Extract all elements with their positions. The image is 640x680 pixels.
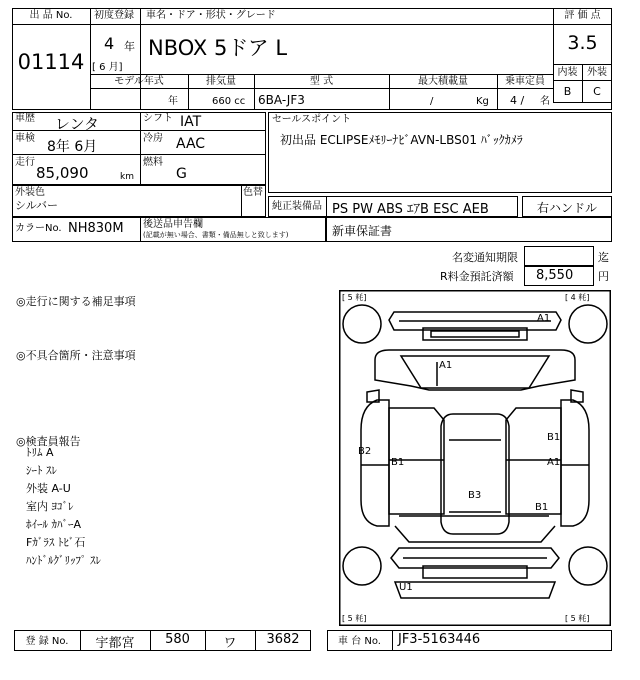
ext-color: シルバー (15, 199, 58, 212)
aftermarket-note: (記載が無い場合、書類・備品無しと致します) (143, 231, 289, 239)
lot-no-label: 出 品 No. (29, 10, 73, 21)
warranty: 新車保証書 (332, 224, 393, 238)
vehicle-name: NBOX 5ドア L (148, 36, 288, 60)
inspector-line: 室内 ﾖｺﾞﾚ (26, 500, 74, 513)
inspector-line: ﾎｲｰﾙ ｶﾊﾞｰA (26, 518, 82, 531)
fuel: G (176, 166, 187, 182)
color-no-label: カラーNo. (15, 223, 62, 234)
chassis: JF3-5163446 (398, 632, 481, 647)
history-label: 車歴 (15, 113, 35, 124)
max-load-label: 最大積載量 (418, 76, 468, 87)
recycle-value: 8,550 (536, 268, 574, 283)
model-code-label: 型 式 (309, 76, 334, 87)
first-reg-label: 初度登録 (94, 10, 134, 21)
mark-roof: B3 (468, 490, 482, 501)
max-load-unit: Kg (476, 96, 489, 107)
color-change-label: 色替 (243, 187, 263, 198)
capacity: 4 / (510, 94, 525, 107)
inspection: 8年 6月 (47, 139, 98, 155)
interior-label: 内装 (557, 67, 578, 78)
equipment-label: 純正装備品 (272, 201, 322, 212)
first-reg-month: [ 6 月] (92, 62, 123, 73)
mark-right-front-door: B1 (547, 432, 561, 443)
sales-point-label: セールスポイント (272, 114, 352, 125)
displacement-label: 排気量 (206, 76, 236, 87)
defect-notes: ◎不具合箇所・注意事項 (16, 349, 136, 362)
mileage-label: 走行 (15, 157, 35, 168)
reg-label: 登 録 No. (25, 636, 69, 647)
first-reg-year: 4 (104, 34, 115, 53)
recycle-label: R料金預託済額 (440, 270, 514, 283)
max-load-value: / (430, 96, 434, 107)
history: レンタ (55, 115, 100, 133)
inspector-line: ｼｰﾄ ｽﾚ (26, 464, 57, 477)
score: 3.5 (567, 32, 598, 54)
exterior-label: 外装 (587, 67, 607, 78)
mileage: 85,090 (36, 164, 89, 182)
displacement: 660 cc (212, 96, 246, 107)
model-year-unit: 年 (168, 96, 178, 107)
shift-label: シフト (143, 113, 173, 124)
sales-point-text: 初出品 ECLIPSEﾒﾓﾘｰﾅﾋﾞAVN-LBS01 ﾊﾞｯｸｶﾒﾗ (280, 133, 523, 147)
score-label: 評 価 点 (564, 10, 601, 21)
inspector-line: ﾊﾝﾄﾞﾙｸﾞﾘｯﾌﾟ ｽﾚ (26, 554, 101, 567)
exterior-grade: C (593, 85, 601, 98)
ac: AAC (176, 136, 206, 152)
capacity-label: 乗車定員 (505, 76, 545, 87)
mark-left-door: B1 (391, 457, 405, 468)
tire-tl: [ 5 粍] (342, 293, 367, 302)
shift: IAT (180, 114, 202, 130)
inspection-label: 車検 (15, 133, 35, 144)
car-diagram (339, 290, 611, 626)
name-change-label: 名変通知期限 (452, 251, 518, 264)
mark-right-rear: B1 (535, 502, 549, 513)
reg-number: 3682 (266, 632, 300, 647)
inspector-line: 外装 A-U (26, 482, 71, 495)
recycle-unit: 円 (598, 270, 609, 283)
mark-right-door: A1 (547, 457, 561, 468)
tire-br: [ 5 粍] (565, 614, 590, 623)
model-year-label: モデル年式 (114, 76, 164, 87)
driving-notes: ◎走行に関する補足事項 (16, 295, 136, 308)
inspector-lines (26, 444, 101, 570)
model-code: 6BA-JF3 (258, 93, 305, 107)
inspector-title: ◎検査員報告 (16, 435, 81, 448)
reg-kana: ワ (223, 636, 237, 651)
year-unit: 年 (124, 40, 135, 53)
name-change-unit: 迄 (598, 251, 609, 264)
vehicle-label: 車名・ドア・形状・グレード (146, 10, 276, 21)
ext-color-label: 外装色 (15, 187, 45, 198)
tire-bl: [ 5 粍] (342, 614, 367, 623)
mark-hood: A1 (439, 360, 453, 371)
chassis-label: 車 台 No. (338, 636, 381, 647)
fuel-label: 燃料 (143, 157, 163, 168)
mark-front-bumper: A1 (537, 313, 551, 324)
tire-tr: [ 4 粍] (565, 293, 590, 302)
mark-rear-bumper: U1 (399, 582, 413, 593)
aftermarket-label: 後送品申告欄 (143, 219, 203, 230)
lot-no: 01114 (17, 50, 85, 74)
reg-region: 宇都宮 (95, 636, 135, 651)
mileage-unit: km (120, 172, 134, 182)
color-no: NH830M (68, 221, 124, 236)
inspector-line: ﾄﾘﾑ A (26, 446, 54, 459)
mark-left-side: B2 (358, 446, 372, 457)
equipment-items: PS PW ABS ｴｱB ESC AEB (332, 202, 489, 217)
interior-grade: B (563, 85, 572, 98)
steering: 右ハンドル (536, 201, 597, 215)
reg-class: 580 (165, 632, 190, 647)
ac-label: 冷房 (143, 133, 163, 144)
name-change-box (524, 246, 594, 266)
inspector-line: Fｶﾞﾗｽ ﾄﾋﾞ石 (26, 536, 86, 549)
capacity-unit: 名 (540, 96, 550, 107)
